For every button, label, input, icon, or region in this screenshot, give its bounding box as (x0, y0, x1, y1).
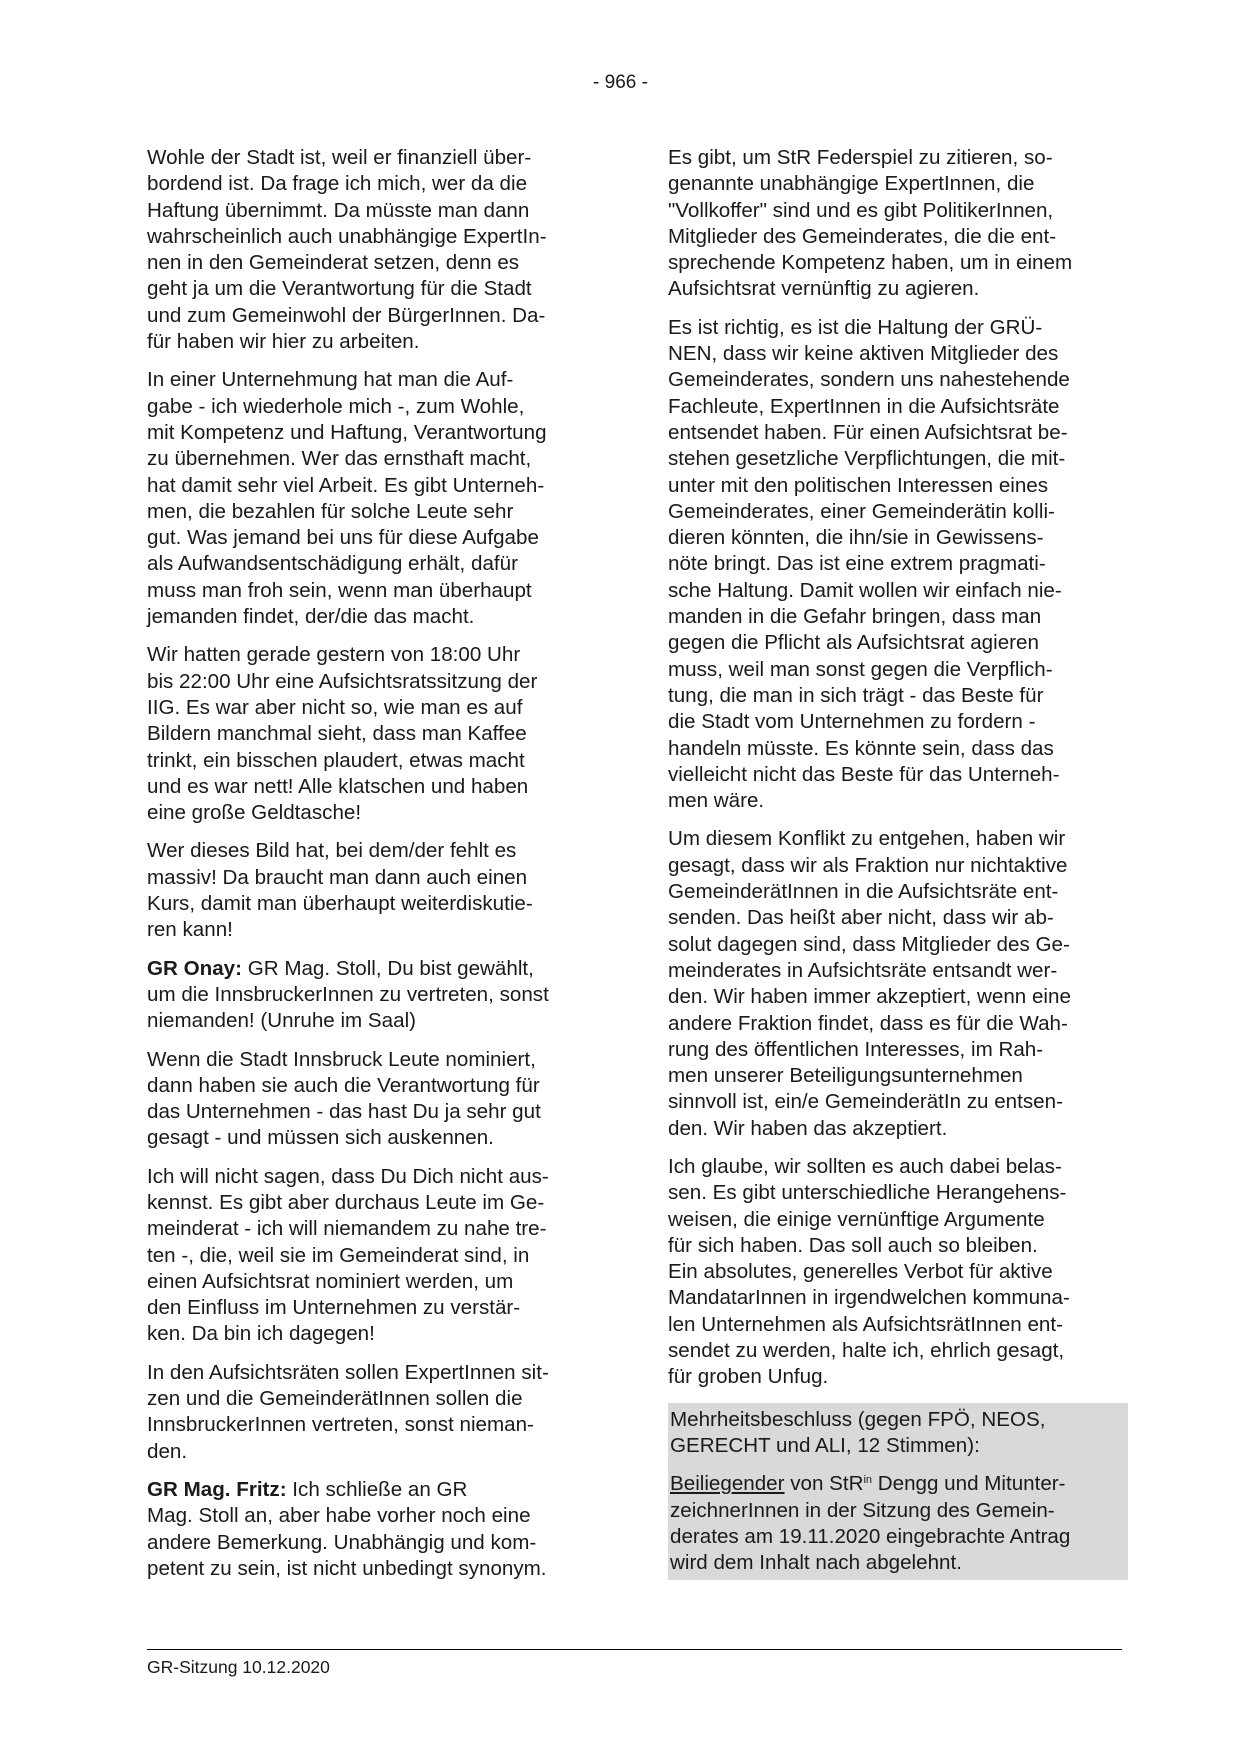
text-line: massiv! Da braucht man dann auch einen (147, 865, 528, 889)
text-line: Haftung übernimmt. Da müsste man dann (147, 198, 530, 222)
text-line: den. (147, 1439, 188, 1463)
text-line: ren kann! (147, 918, 233, 942)
text-line: muss man froh sein, wenn man überhaupt (147, 578, 532, 602)
text-line: Mitglieder des Gemeinderates, die die ent- (668, 224, 1057, 248)
text-line: ken. Da bin ich dagegen! (147, 1322, 375, 1346)
text-line: GemeinderätInnen in die Aufsichtsräte ent- (668, 880, 1059, 904)
text-line: das Unternehmen - das hast Du ja sehr gut (147, 1100, 541, 1124)
speaker-name: GR Mag. Fritz: (147, 1477, 287, 1501)
text-line: für sich haben. Das soll auch so bleiben. (668, 1233, 1038, 1257)
text-line: meinderates in Aufsichtsräte entsandt wer- (668, 958, 1058, 982)
text-line: len Unternehmen als AufsichtsrätInnen ent- (668, 1312, 1063, 1336)
text-line: den. Wir haben das akzeptiert. (668, 1116, 948, 1140)
text-line: men unserer Beteiligungsunternehmen (668, 1064, 1023, 1088)
text-line: den. Wir haben immer akzeptiert, wenn eine (668, 985, 1071, 1009)
text-line: IIG. Es war aber nicht so, wie man es auf (147, 695, 523, 719)
text-line: solut dagegen sind, dass Mitglieder des Ge- (668, 932, 1070, 956)
underlined-word: Beiliegender (670, 1472, 785, 1496)
text-line: mit Kompetenz und Haftung, Verantwortung (147, 420, 547, 444)
resolution-result (668, 1403, 1128, 1464)
text-line: geht ja um die Verantwortung für die Stadt (147, 277, 532, 301)
text-line: einen Aufsichtsrat nominiert werden, um (147, 1269, 514, 1293)
resolution-text-part: von StR (784, 1472, 864, 1496)
footer-text: GR-Sitzung 10.12.2020 (147, 1657, 330, 1677)
text-line: kennst. Es gibt aber durchaus Leute im Ge- (147, 1190, 545, 1214)
text-line: zu übernehmen. Wer das ernsthaft macht, (147, 447, 532, 471)
text-line: senden. Das heißt aber nicht, dass wir ab- (668, 906, 1054, 930)
text-line: Mag. Stoll an, aber habe vorher noch eine (147, 1504, 531, 1528)
text-line: InnsbruckerInnen vertreten, sonst nieman- (147, 1413, 534, 1437)
text-line: um die InnsbruckerInnen zu vertreten, sonst (147, 982, 549, 1006)
text-line: für haben wir hier zu arbeiten. (147, 330, 420, 354)
text-line: Kurs, damit man überhaupt weiterdiskutie- (147, 892, 533, 916)
text-line: Ich glaube, wir sollten es auch dabei belas- (668, 1154, 1062, 1178)
text-line: Wohle der Stadt ist, weil er finanziell über- (147, 146, 532, 169)
text-line: gegen die Pflicht als Aufsichtsrat agieren (668, 631, 1039, 655)
text-line: Ich schließe an GR (286, 1477, 468, 1501)
text-line: jemanden findet, der/die das macht. (147, 605, 475, 629)
text-line: entsendet haben. Für einen Aufsichtsrat be- (668, 420, 1068, 444)
text-line: für groben Unfug. (668, 1365, 829, 1389)
text-line: wahrscheinlich auch unabhängige ExpertIn- (147, 224, 547, 248)
text-line: zen und die GemeinderätInnen sollen die (147, 1387, 523, 1411)
paragraph (668, 1154, 1128, 1391)
paragraph (147, 1360, 607, 1465)
text-line: eine große Geldtasche! (147, 801, 362, 825)
paragraph (147, 1477, 607, 1582)
text-line: manden in die Gefahr bringen, dass man (668, 605, 1042, 629)
text-line: Es ist richtig, es ist die Haltung der GRÜ- (668, 315, 1043, 339)
text-line: sche Haltung. Damit wollen wir einfach nie- (668, 578, 1062, 602)
text-line: Gemeinderates, sondern uns nahestehende (668, 368, 1070, 392)
paragraph (668, 826, 1128, 1142)
text-line: niemanden! (Unruhe im Saal) (147, 1009, 416, 1033)
text-line: "Vollkoffer" sind und es gibt PolitikerInnen, (668, 198, 1054, 222)
paragraph (147, 642, 607, 826)
resolution-text (668, 1463, 1128, 1580)
text-line: nen in den Gemeinderat setzen, denn es (147, 251, 520, 275)
text-line: unter mit den politischen Interessen eines (668, 473, 1049, 497)
text-line: Aufsichtsrat vernünftig zu agieren. (668, 277, 980, 301)
text-line: Bildern manchmal sieht, dass man Kaffee (147, 722, 527, 746)
text-line: In einer Unternehmung hat man die Auf- (147, 368, 514, 392)
paragraph (147, 367, 607, 630)
text-line: Wir hatten gerade gestern von 18:00 Uhr (147, 643, 521, 667)
text-line: NEN, dass wir keine aktiven Mitglieder des (668, 342, 1059, 366)
text-line: genannte unabhängige ExpertInnen, die (668, 172, 1035, 196)
text-line: dann haben sie auch die Verantwortung für (147, 1073, 540, 1097)
text-line: und zum Gemeinwohl der BürgerInnen. Da- (147, 303, 546, 327)
text-line: Um diesem Konflikt zu entgehen, haben wir (668, 827, 1066, 851)
text-line: andere Bemerkung. Unabhängig und kom- (147, 1530, 537, 1554)
text-line: Fachleute, ExpertInnen in die Aufsichtsräte (668, 394, 1060, 418)
paragraph (668, 145, 1128, 303)
text-line: petent zu sein, ist nicht unbedingt synonym. (147, 1556, 547, 1580)
text-line: muss, weil man sonst gegen die Verpflich- (668, 657, 1053, 681)
paragraph (668, 315, 1128, 815)
superscript-in: in (863, 1474, 873, 1487)
text-line: meinderat - ich will niemandem zu nahe tre- (147, 1217, 547, 1241)
text-line: dieren könnten, die ihn/sie in Gewissens- (668, 526, 1044, 550)
text-line: Gemeinderates, einer Gemeinderätin kolli- (668, 499, 1055, 523)
text-line: In den Aufsichtsräten sollen ExpertInnen sit- (147, 1360, 549, 1384)
text-line: wird dem Inhalt nach abgelehnt. (670, 1551, 962, 1575)
paragraph (147, 145, 607, 355)
text-line: sinnvoll ist, ein/e GemeinderätIn zu entsen- (668, 1090, 1063, 1114)
text-line: rung des öffentlichen Interesses, im Rah- (668, 1037, 1044, 1061)
text-line: sen. Es gibt unterschiedliche Herangehens- (668, 1181, 1067, 1205)
text-line: und es war nett! Alle klatschen und haben (147, 774, 529, 798)
text-line: gesagt - und müssen sich auskennen. (147, 1126, 494, 1150)
text-line: ten -, die, weil sie im Gemeinderat sind, in (147, 1243, 530, 1267)
text-line: Ein absolutes, generelles Verbot für aktive (668, 1260, 1053, 1284)
paragraph (147, 1047, 607, 1152)
text-line: hat damit sehr viel Arbeit. Es gibt Unterneh- (147, 473, 545, 497)
text-line: weisen, die einige vernünftige Argumente (668, 1207, 1045, 1231)
text-line: zeichnerInnen in der Sitzung des Gemein- (670, 1498, 1055, 1522)
speaker-name: GR Onay: (147, 956, 242, 980)
text-line: vielleicht nicht das Beste für das Unterneh- (668, 762, 1060, 786)
text-line: bis 22:00 Uhr eine Aufsichtsratssitzung der (147, 669, 538, 693)
resolution-text-rest (670, 1499, 1070, 1575)
text-line: stehen gesetzliche Verpflichtungen, die mit- (668, 447, 1066, 471)
text-line: bordend ist. Da frage ich mich, wer da die (147, 172, 528, 196)
text-line: sendet zu werden, halte ich, ehrlich gesagt, (668, 1339, 1065, 1363)
text-line: GR Mag. Stoll, Du bist gewählt, (241, 956, 534, 980)
text-line: handeln müsste. Es könnte sein, dass das (668, 736, 1054, 760)
text-line: MandatarInnen in irgendwelchen kommuna- (668, 1286, 1070, 1310)
text-line: trinkt, ein bisschen plaudert, etwas macht (147, 748, 525, 772)
left-column (147, 145, 607, 1594)
text-line: gesagt, dass wir als Fraktion nur nichtaktive (668, 853, 1068, 877)
page-number: - 966 - (593, 72, 648, 93)
text-line: GERECHT und ALI, 12 Stimmen): (670, 1433, 980, 1457)
text-line: gut. Was jemand bei uns für diese Aufgabe (147, 526, 539, 550)
text-line: Es gibt, um StR Federspiel zu zitieren, so- (668, 146, 1053, 169)
text-line: nöte bringt. Das ist eine extrem pragmati- (668, 552, 1046, 576)
right-column (668, 145, 1128, 1580)
paragraph (147, 1164, 607, 1348)
text-line: tung, die man in sich trägt - das Beste für (668, 683, 1044, 707)
text-line: den Einfluss im Unternehmen zu verstär- (147, 1296, 521, 1320)
text-line: Wer dieses Bild hat, bei dem/der fehlt es (147, 839, 517, 863)
paragraph (147, 838, 607, 943)
text-line: gabe - ich wiederhole mich -, zum Wohle, (147, 394, 525, 418)
text-line: men wäre. (668, 789, 765, 813)
text-line: men, die bezahlen für solche Leute sehr (147, 499, 514, 523)
text-line: andere Fraktion findet, dass es für die Wah- (668, 1011, 1068, 1035)
footer-divider (147, 1649, 1122, 1650)
text-line: Ich will nicht sagen, dass Du Dich nicht aus- (147, 1164, 549, 1188)
text-line: als Aufwandsentschädigung erhält, dafür (147, 552, 518, 576)
resolution-text-part: Dengg und Mitunter- (872, 1472, 1066, 1496)
text-line: Mehrheitsbeschluss (gegen FPÖ, NEOS, (670, 1407, 1046, 1431)
text-line: sprechende Kompetenz haben, um in einem (668, 251, 1073, 275)
text-line: derates am 19.11.2020 eingebrachte Antrag (670, 1524, 1071, 1548)
paragraph (147, 956, 607, 1035)
text-line: die Stadt vom Unternehmen zu fordern - (668, 710, 1036, 734)
text-line: Wenn die Stadt Innsbruck Leute nominiert, (147, 1047, 536, 1071)
